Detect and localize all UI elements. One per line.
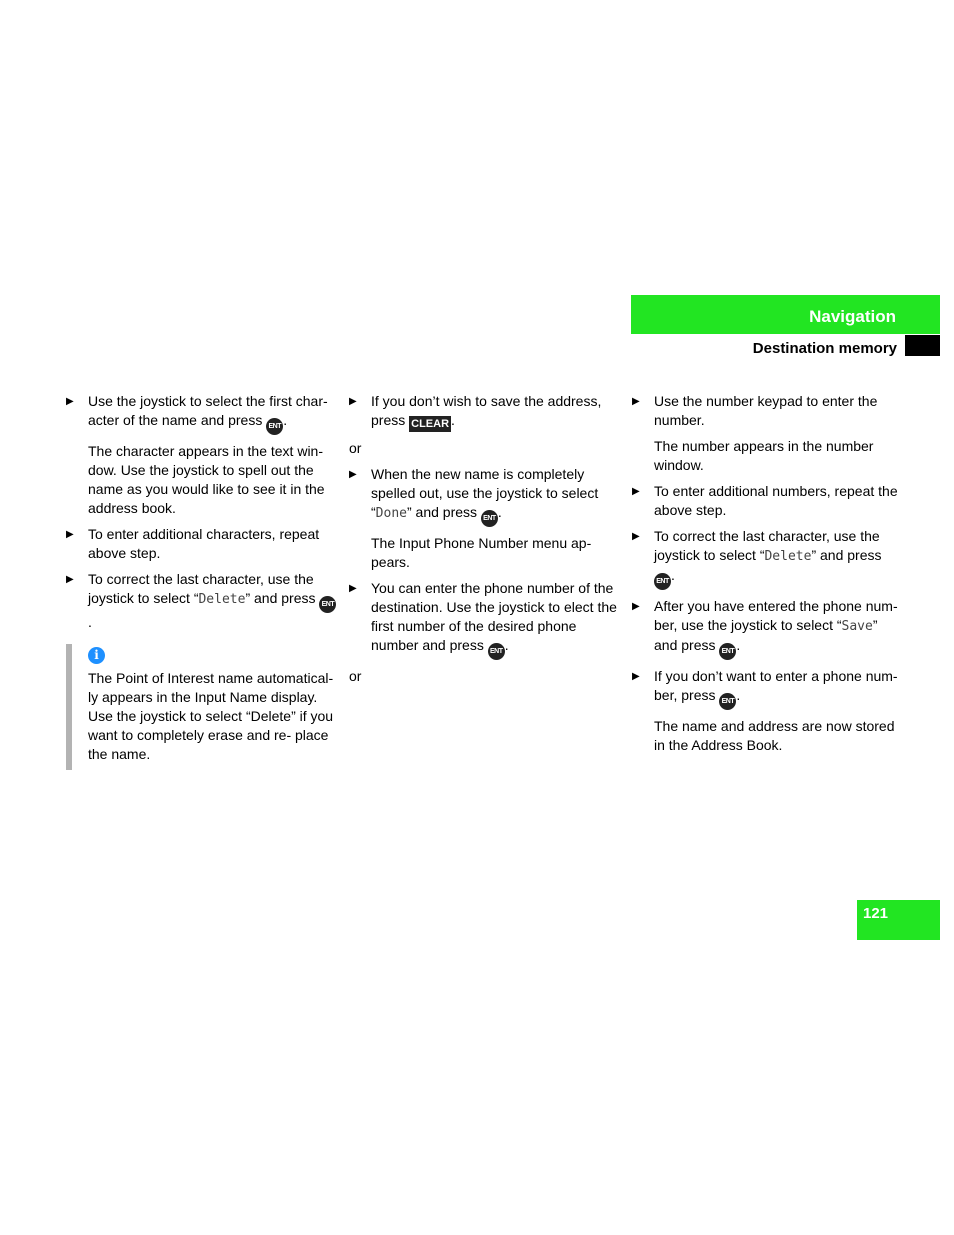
bullet-icon: ▶ [349, 583, 357, 594]
result-text: The character appears in the text win- dow. Use the joystick to spell out the name as you would like to see it in the address book. [88, 443, 325, 516]
column-3 [632, 392, 902, 762]
page-number-box [857, 900, 940, 940]
note-text: The Point of Interest name automatical- ly appears in the Input Name display. Use the joystick to select “Delete” if you want to completely erase and re- place the name. [88, 670, 334, 762]
ent-key-icon: ENT [481, 510, 498, 527]
ent-key-icon: ENT [266, 418, 283, 435]
column-2 [349, 392, 617, 693]
result-text: The number appears in the number window. [654, 438, 874, 473]
step-item: ▶ You can enter the phone number of the destination. Use the joystick to elect the first number of the desired phone number and press ENT . [349, 579, 617, 660]
note-side-bar [66, 644, 72, 770]
step-item: ▶ To correct the last character, use the joystick to select “Delete” and press ENT . [632, 527, 902, 590]
bullet-icon: ▶ [66, 574, 74, 585]
bullet-icon: ▶ [349, 396, 357, 407]
result-text: The name and address are now stored in the Address Book. [654, 718, 895, 753]
step-item: ▶ When the new name is completely spelled out, use the joystick to select “Done” and press ENT . [349, 465, 617, 527]
bullet-icon: ▶ [632, 671, 640, 682]
bullet-icon: ▶ [632, 396, 640, 407]
section-header-bar [631, 295, 940, 334]
or-separator: or [349, 440, 362, 456]
step-item: ▶ After you have entered the phone num- ber, use the joystick to select “Save” and press ENT . [632, 597, 902, 660]
ent-key-icon: ENT [719, 693, 736, 710]
subsection-marker [905, 335, 940, 356]
ent-key-icon: ENT [719, 643, 736, 660]
step-item: ▶ To enter additional characters, repeat above step. [66, 526, 320, 561]
info-icon: i [88, 647, 105, 664]
bullet-icon: ▶ [349, 469, 357, 480]
bullet-icon: ▶ [632, 601, 640, 612]
bullet-icon: ▶ [632, 531, 640, 542]
step-item: ▶ If you don’t wish to save the address, press CLEAR . [349, 393, 602, 430]
display-text: Delete [198, 592, 246, 607]
subsection-title: Destination memory [752, 340, 897, 357]
ent-key-icon: ENT [654, 573, 671, 590]
display-text: Done [375, 506, 407, 521]
result-text: The Input Phone Number menu ap- pears. [371, 535, 592, 570]
clear-key-icon: CLEAR [411, 418, 450, 430]
bullet-icon: ▶ [66, 529, 74, 540]
step-item: ▶ To correct the last character, use the joystick to select “Delete” and press ENT. [66, 570, 338, 632]
step-item: ▶ To enter additional numbers, repeat the above step. [632, 483, 898, 518]
bullet-icon: ▶ [632, 486, 640, 497]
display-text: Save [841, 619, 873, 634]
info-note [66, 644, 338, 764]
column-1 [66, 392, 338, 764]
step-item: ▶ Use the number keypad to enter the number. [632, 393, 878, 428]
page-number: 121 [863, 905, 889, 922]
bullet-icon: ▶ [66, 396, 74, 407]
step-item: ▶ Use the joystick to select the first char- acter of the name and press ENT . [66, 392, 338, 435]
ent-key-icon: ENT [319, 596, 336, 613]
ent-key-icon: ENT [488, 643, 505, 660]
section-title: Navigation [809, 307, 896, 326]
step-item: ▶ If you don’t want to enter a phone num- ber, press ENT . [632, 667, 902, 710]
or-separator: or [349, 668, 362, 684]
display-text: Delete [764, 549, 812, 564]
